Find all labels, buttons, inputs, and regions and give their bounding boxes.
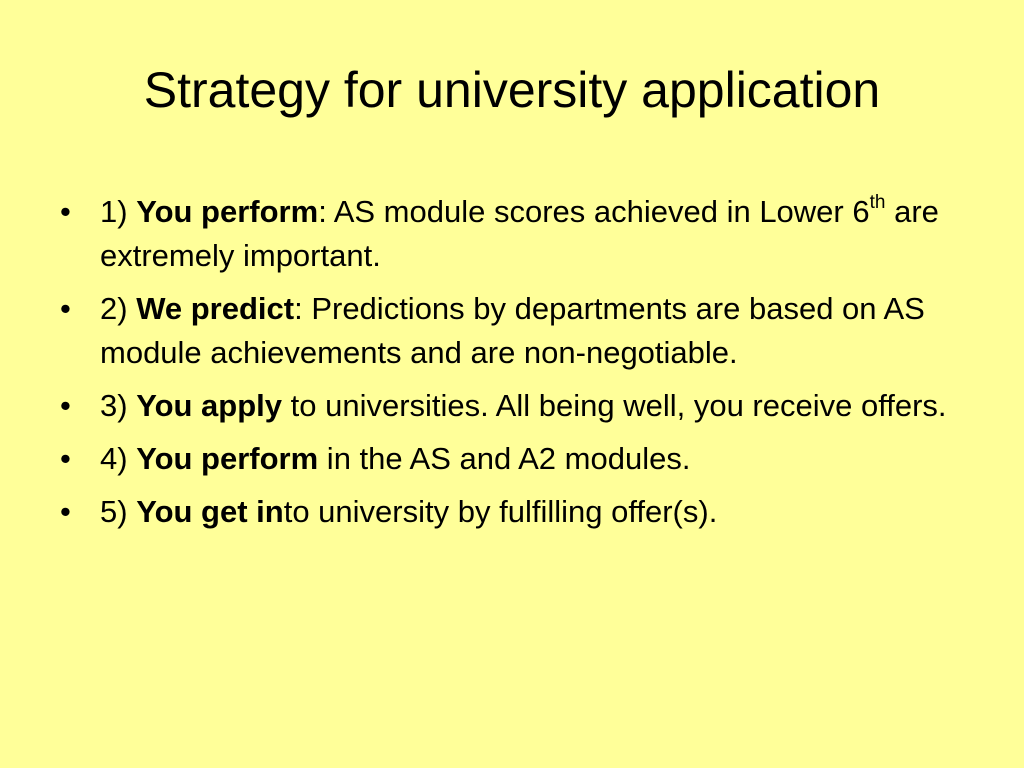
bullet-item-1 — [60, 190, 960, 278]
bullet-item-2 — [60, 287, 960, 375]
bullet-text-continued: are extremely important. — [100, 194, 939, 273]
bullet-text: : AS module scores achieved in Lower 6 — [318, 194, 870, 229]
bullet-bold-phrase: You perform — [136, 194, 319, 229]
bullet-list — [60, 190, 960, 543]
bullet-text: to university by fulfilling offer(s). — [283, 494, 718, 529]
bullet-bold-phrase: You apply — [136, 388, 283, 423]
bullet-marker: • — [60, 388, 71, 423]
bullet-prefix: 1) — [100, 194, 137, 229]
bullet-marker: • — [60, 494, 71, 529]
bullet-bold-phrase: You get in — [136, 494, 284, 529]
bullet-marker: • — [60, 194, 71, 229]
slide-title: Strategy for university application — [143, 62, 881, 118]
bullet-text: to universities. All being well, you receive offers. — [282, 388, 947, 423]
bullet-prefix: 3) — [100, 388, 137, 423]
bullet-bold-phrase: You perform — [136, 441, 319, 476]
bullet-item-5 — [60, 490, 960, 534]
bullet-text: : Predictions by departments are based on AS module achievements and are non-negotiable. — [100, 291, 925, 370]
bullet-text: in the AS and A2 modules. — [318, 441, 691, 476]
bullet-marker: • — [60, 441, 71, 476]
bullet-prefix: 4) — [100, 441, 137, 476]
bullet-prefix: 2) — [100, 291, 137, 326]
superscript-suffix: th — [869, 191, 886, 213]
bullet-prefix: 5) — [100, 494, 137, 529]
bullet-bold-phrase: We predict — [136, 291, 295, 326]
bullet-marker: • — [60, 291, 71, 326]
bullet-item-3 — [60, 384, 960, 428]
bullet-item-4 — [60, 437, 960, 481]
